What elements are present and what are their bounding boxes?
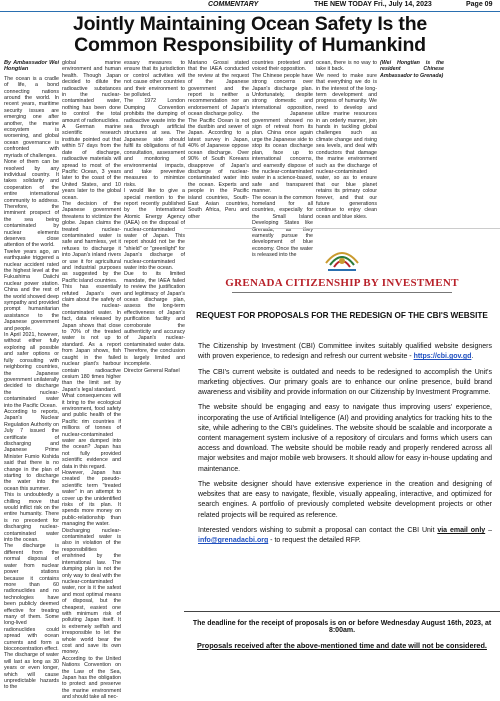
article-paragraph: essary measures to ensure that its jurisdiction or control activities will not cause other countries and their environment to be polluted. <box>124 60 185 99</box>
article-paragraph: A German marine scientific research institute pointed out that within 57 days from the date of discharge, radioactive materials will spread to most of the Pacific Ocean, 3 years later to the coast of the United States, and 10 years later to the global ocean. <box>62 124 121 201</box>
cbi-brand-name: GRENADA CITIZENSHIP BY INVESTMENT <box>225 277 459 289</box>
rfp-deadline: The deadline for the receipt of proposals is on or before Wednesday August 16th, 2023, at 8:00am. <box>192 620 492 634</box>
article-paragraph: This is undoubtedly a chilling move that would inflict risk on the entire humanity. There is no precedent for discharging nuclear-contaminated water into the ocean. <box>4 492 59 544</box>
late-proposal-notice: Proposals received after the above-mentioned time and date will not be considered. <box>197 641 487 650</box>
column-body <box>4 76 59 691</box>
article-paragraph: ocean, there is no way to take it back. <box>316 60 377 73</box>
article-paragraph: The decision of the Japanese government threatens to victimize the globe. Japan claims the treated nuclear-contaminated water is safe and harmless, yet it refuses to discharge it into Japan's inland rivers or use it for agricultural and industrial purposes as suggested by the Pacific island countries. <box>62 200 121 284</box>
article-column-6 <box>316 60 377 225</box>
article-paragraph: The ocean is a cradle of life, a bond connecting nations around the world. In recent years, maritime security issues are emerging one after another, the marine ecosystem is worsening, and global ocean governance is confronted with myriads of challenges. <box>4 75 59 159</box>
article-paragraph: Director General Rafael <box>124 367 180 374</box>
page-number: Page 09 <box>466 1 493 8</box>
article-paragraph: The ocean is the common homeland for all countries, especially for the Small Island Developing States like Grenada, as they earnestly pursue the development of blue economy. Once the water is released into the <box>252 194 313 259</box>
rfp-paragraph-5: Interested vendors wishing to submit a proposal can contact the CBI Unit via email only – info@grenadacbi.org - to request the detailed RFP. <box>198 527 492 545</box>
column-body <box>62 60 121 701</box>
headline-line-2: Common Responsibility of Humankind <box>74 34 426 56</box>
column-body <box>124 60 185 374</box>
article-column-3 <box>124 60 185 656</box>
rfp-paragraph-1: The Citizenship by Investment (CBI) Committee invites suitably qualified website designers with proven experience, to redesign and refresh our current website - https://cbi.gov.gd. <box>198 343 492 361</box>
article-paragraph: None of them can be resolved by any individual country. It takes solidarity and cooperation of the entire international community to address. Therefore, the imminent prospect of the sea being contaminated by nuclear elements deserves close attention of the world. <box>4 159 59 249</box>
article-paragraph: Twelve years ago, an earthquake triggered a nuclear accident rated the highest level at the Fukushima Daiichi nuclear power station. China and the rest of the world showed deep sympathy and provided prompt humanitarian assistance to the Japanese government and people. <box>4 248 59 332</box>
article-paragraph: The Chinese people have strong concerns over Japan's discharge plan. Unfortunately, despite strong domestic and international opposition, the Japanese government showed no sign of retreat from its plan. China once again urge the Japanese side to stop its ocean discharge plan, face up to international concerns, and earnestly dispose of the nuclear-contaminated water in a science-based, safe and transparent manner. <box>252 72 313 195</box>
article-column-7 <box>380 60 444 225</box>
rfp-body <box>198 342 492 552</box>
article-paragraph: However, Japan has created the pseudo-scientific term "treated water" in an attempt to cover up the unidentified risks of its plan. It spends more money on public-relationship than managing the water. <box>62 470 121 528</box>
rfp-paragraph-4: The website designer should have extensive experience in the creation and designing of websites that are easy to navigate, flexible, visually appealing, interactive, and optimized for search engines. A portfolio of previously completed website development projects or other related projects will be required as reference. <box>198 481 492 519</box>
article-paragraph: According to the United Nations Convention on the Law of the Sea, Japan has the obligation to protect and preserve the marine environment and should take all nec- <box>62 655 121 701</box>
cbi-website-link[interactable]: https://cbi.gov.gd <box>413 353 472 361</box>
article-paragraph: We need to make sure that everything we do is in the interest of the long-term development and progress of humanity. We need to develop and utilize marine resources in an orderly manner, join hands in tackling global challenges such as climate change and rising sea levels, and deal with conductors that damage the marine environment such as the discharge of nuclear-contaminated water, so as to ensure that our blue planet retains its primary colour forever, and that our future generations continue to enjoy clean ocean and blue skies. <box>316 72 377 220</box>
article-column-5 <box>252 60 313 259</box>
article-paragraph: The discharge of water will last as long as 30 years or even longer, which will cause unpredictable hazards to the <box>4 652 59 691</box>
article-paragraph: The discharge is different from the normal disposal of water from nuclear power stations because it contains more than 60 radionuclides and no technologies have been publicly deemed effective for treating many of them. Some long-lived radionuclides could spread with ocean currents and form a bioconcentration effect. <box>4 543 59 652</box>
cbi-advertisement <box>184 228 500 659</box>
author-signoff: (Wei Hongtian is the resident Chinese Ambassador to Grenada) <box>380 60 444 79</box>
article-paragraph: The 1972 London Dumping Convention prohibits the dumping of radioactive waste into the sea through artificial structures at sea. The Japanese side should fulfil its obligations of full consultation, assessment and monitoring of environmental impacts, and take preventive measures to minimize risks. <box>124 98 185 188</box>
article-headline <box>0 14 500 56</box>
email-only-note: via email only <box>437 527 486 534</box>
rfp-paragraph-3: The website should be engaging and easy to navigate thus improving users' experience, incorporating the use of Artificial Intelligence (AI) and providing analytics for tracking hits to the site, while adhering to the CBI's guidelines. The website should be scalable and incorporate a content management system inclusive of a repository of circulars and forms which users can access and download. The website should be mobile ready and properly rendered across all major websites and major mobile web browsers. It should allow for easy in-house updating and maintenance. <box>198 404 492 473</box>
article-paragraph: Due to its limited mandate, the IAEA failed to review the justification and legitimacy of Japan's ocean discharge plan, assess the long-term effectiveness of Japan's purification facility and corroborate the authenticity and accuracy of Japan's nuclear-contaminated water data. Therefore, the conclusion is largely limited and incomplete. <box>124 271 185 368</box>
article-paragraph: global marine environment and human health. Though Japan decided to dilute the radioactive substances in the nuclear-contaminated water, nothing has been done to control the total amount of radionuclides. <box>62 60 121 124</box>
article-column-1 <box>4 60 59 691</box>
column-body <box>316 60 377 220</box>
byline: By Ambassador Wei Hongtian <box>4 60 59 73</box>
rfp-paragraph-2: The CBI's current website is outdated and needs to be redesigned to accomplish the Unit's marketing objectives. Our primary goals are to enhance our online presence, build brand awareness and visibility and provide information on our Citizenship by Investment Programme. <box>198 368 492 396</box>
article-paragraph: countries protested and voiced their opposition. <box>252 60 313 73</box>
headline-line-1: Jointly Maintaining Ocean Safety Is the <box>72 13 428 35</box>
divider <box>232 292 452 293</box>
article-column-2 <box>62 60 121 701</box>
paper-name-date: THE NEW TODAY Fri., July 14, 2023 <box>314 1 432 8</box>
rfp-title: REQUEST FOR PROPOSALS FOR THE REDESIGN OF THE CBI'S WEBSITE <box>196 311 488 320</box>
article-paragraph: The Pacific Ocean is not the dustbin and sewer of Japan. According to a latest survey in Japan, 40% of Japanese oppose ocean discharge. Over 90% of South Koreans disapprove of Japan's discharge of nuclear-contaminated water into the ocean. Experts and people in the Pacific island countries, South-East Asian countries, South Africa, Peru and other <box>188 117 249 220</box>
article-paragraph: This has essentially refuted Japan's own claim about the safety of the nuclear-contaminated water. In fact, data released by Japan shows that close to 70% of the treated water is not up to standard. As a report from Japan shows, fish caught in the failed nuclear plant's harbour contain radioactive cesium 180 times higher than the limit set by Japan's legal standard. <box>62 284 121 393</box>
article-paragraph: According to reports, Japan's Nuclear Regulation Authority on July 7 issued the certificate of discharging and Japanese Prime Minister Fumio Kishida said that there is no change in the plan of starting to discharge the water into the ocean this summer. <box>4 408 59 492</box>
cbi-logo-icon <box>320 241 364 275</box>
section-label: COMMENTARY <box>208 1 259 8</box>
article-column-4 <box>188 60 249 225</box>
article-paragraph: I would like to give a special mention to the report recently published by the International Atomic Energy Agency (IAEA) on the disposal of nuclear-contaminated water of Japan. This report should not be the "shield" or "greenlight" for Japan's discharge of nuclear-contaminated water into the ocean. <box>124 188 185 271</box>
cbi-email-link[interactable]: info@grenadacbi.org <box>198 537 269 545</box>
article-paragraph: Mariano Grossi stated that the IAEA conducted the review at the request of the Japanese government and the report is neither a recommendation nor an endorsement of Japan's ocean discharge policy. <box>188 60 249 118</box>
column-body <box>188 60 249 220</box>
article-paragraph: In April 2021, however, without either fully exploring all possible and safer options or fully consulting with neighboring countries, the Japanese government unilaterally decided to discharge the nuclear-contaminated water into the Pacific Ocean. <box>4 332 59 409</box>
divider <box>184 611 500 612</box>
page-header <box>0 0 500 12</box>
article-paragraph: Discharging nuclear-contaminated water is also in violation of the responsibilities enshrined by the international law. The dumping plan is not the only way to deal with the nuclear-contaminated water, nor is it the safest and most optimal means of disposal, but the cheapest, easiest one with minimum risk of polluting Japan itself. It is extremely selfish and irresponsible to let the whole world bear the cost and save its own money. <box>62 527 121 656</box>
article-paragraph: What consequences will it bring to the ecological environment, food safety and public health of the Pacific rim countries if millions of tonnes of nuclear-contaminated water are dumped into the ocean? Japan has not fully provided scientific evidence and data in this regard. <box>62 393 121 470</box>
